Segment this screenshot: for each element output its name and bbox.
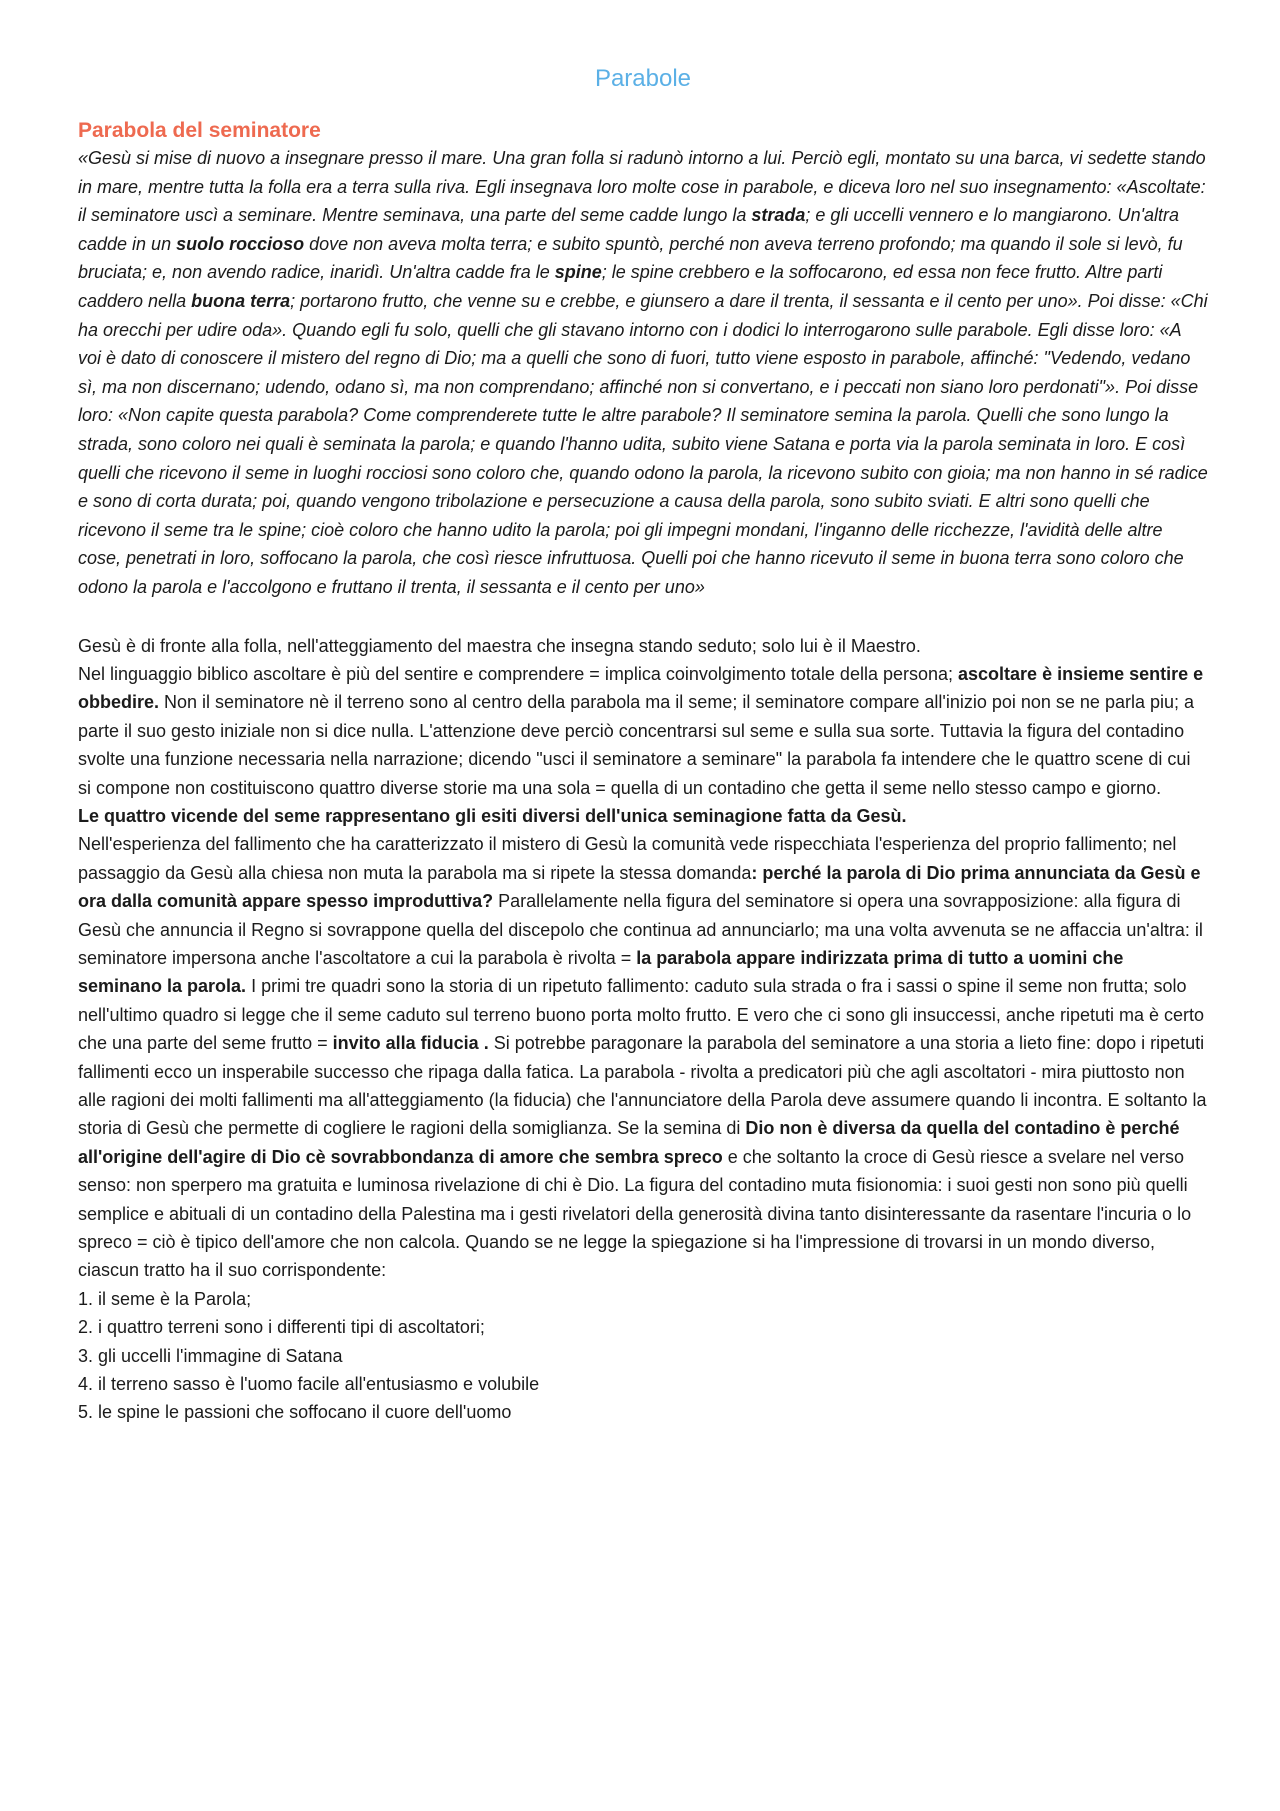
bold-text-run: buona terra (191, 290, 291, 311)
bold-text-run: : perché la parola di Dio prima annunciata da Gesù e ora dalla comunità appare spesso improduttiva? (78, 862, 1201, 912)
text-run: Gesù è di fronte alla folla, nell'atteggiamento del maestra che insegna stando seduto; solo lui è il Maestro. (78, 635, 921, 656)
commentary-paragraph (78, 802, 1208, 830)
text-run: Nel linguaggio biblico ascoltare è più del sentire e comprendere = implica coinvolgimento totale della persona; (78, 663, 959, 684)
list-item: 2. i quattro terreni sono i differenti tipi di ascoltatori; (78, 1317, 485, 1338)
page-title: Parabole (594, 65, 692, 92)
list-item: 3. gli uccelli l'immagine di Satana (78, 1345, 343, 1366)
bold-text-run: suolo roccioso (176, 233, 305, 254)
text-run: dove non aveva molta terra; e subito spuntò, perché non aveva terreno profondo; ma quando il sole si levò, fu bruciata; e, non avendo radice, inaridì. Un'altra cadde fra le (78, 233, 1183, 283)
text-run: Parallelamente nella figura del seminatore si opera una sovrapposizione: alla figura di Gesù che annuncia il Regno si sovrappone quella del discepolo che continua ad annunciarlo; ma una volta avvenuta se ne affaccia un'altra: il seminatore impersona anche l'ascoltatore a cui la parabola è rivolta = (78, 891, 1203, 968)
text-run: e che soltanto la croce di Gesù riesce a svelare nel verso senso: non sperpero ma gratuita e luminosa rivelazione di chi è Dio. La figura del contadino muta fisionomia: i suoi gesti non sono più quelli semplice e abituali di un contadino della Palestina ma i gesti rivelatori della generosità divina tanto disinteressante da rasentare l'incuria o lo spreco = ciò è tipico dell'amore che non calcola. Quando se ne legge la spiegazione si ha l'impressione di trovarsi in un mondo diverso, ciascun tratto ha il suo corrispondente: (78, 1146, 1192, 1281)
list-item: 1. il seme è la Parola; (78, 1288, 252, 1309)
bold-text-run: strada (751, 205, 806, 226)
commentary (78, 632, 1208, 1285)
bold-text-run: spine (554, 262, 602, 283)
commentary-paragraph (78, 660, 1208, 802)
bold-text-run: ascoltare è insieme sentire e obbedire. (78, 663, 1204, 713)
bold-text-run: Le quattro vicende del seme rappresentano gli esiti diversi dell'unica seminagione fatta da Gesù. (78, 805, 907, 826)
section-heading: Parabola del seminatore (78, 119, 321, 142)
bold-text-run: la parabola appare indirizzata prima di tutto a uomini che seminano la parola. (78, 947, 1124, 997)
text-run: «Gesù si mise di nuovo a insegnare presso il mare. Una gran folla si radunò intorno a lui. Perciò egli, montato su una barca, vi sedette stando in mare, mentre tutta la folla era a terra sulla riva. Egli insegnava loro molte cose in parabole, e diceva loro nel suo insegnamento: «Ascoltate: il seminatore uscì a seminare. Mentre seminava, una parte del seme cadde lungo la (78, 148, 1206, 226)
commentary-paragraph (78, 632, 1208, 660)
scripture-quote (78, 144, 1208, 602)
list-item: 4. il terreno sasso è l'uomo facile all'entusiasmo e volubile (78, 1374, 540, 1395)
text-run: Nell'esperienza del fallimento che ha caratterizzato il mistero di Gesù la comunità vede rispecchiata l'esperienza del proprio fallimento; nel passaggio da Gesù alla chiesa non muta la parabola ma si ripete la stessa domanda (78, 834, 1177, 883)
list-item: 5. le spine le passioni che soffocano il cuore dell'uomo (78, 1402, 512, 1423)
bold-text-run: Dio non è diversa da quella del contadino è perché all'origine dell'agire di Dio cè sovrabbondanza di amore che sembra spreco (78, 1118, 1180, 1167)
commentary-paragraph (78, 830, 1208, 1285)
text-run: ; le spine crebbero e la soffocarono, ed essa non fece frutto. Altre parti caddero nella (78, 262, 1163, 311)
text-run: Non il seminatore nè il terreno sono al centro della parabola ma il seme; il seminatore compare all'inizio poi non se ne parla piu; a parte il suo gesto iniziale non si dice nulla. L'attenzione deve perciò concentrarsi sul seme e sulla sua sorte. Tuttavia la figura del contadino svolte una funzione necessaria nella narrazione; dicendo "usci il seminatore a seminare" la parabola fa intendere che le quattro scene di cui si compone non costituiscono quattro diverse storie ma una sola = quella di un contadino che getta il seme nello stesso campo e giorno. (78, 692, 1195, 798)
bold-text-run: invito alla fiducia . (332, 1033, 489, 1054)
text-run: ; portarono frutto, che venne su e crebbe, e giunsero a dare il trenta, il sessanta e il cento per uno». Poi disse: «Chi ha orecchi per udire oda». Quando egli fu solo, quelli che gli stavano intorno con i dodici lo interrogarono sulle parabole. Egli disse loro: «A voi è dato di conoscere il mistero del regno di Dio; ma a quelli che sono di fuori, tutto viene esposto in parabole, affinché: "Vedendo, vedano sì, ma non discernano; udendo, odano sì, ma non comprendano; affinché non si convertano, e i peccati non siano loro perdonati"». Poi disse loro: «Non capite questa parabola? Come comprenderete tutte le altre parabole? Il seminatore semina la parola. Quelli che sono lungo la strada, sono coloro nei quali è seminata la parola; e quando l'hanno udita, subito viene Satana e porta via la parola seminata in loro. E così quelli che ricevono il seme in luoghi rocciosi sono coloro che, quando odono la parola, la ricevono subito con gioia; ma non hanno in sé radice e sono di corta durata; poi, quando vengono tribolazione e persecuzione a causa della parola, sono subito sviati. E altri sono quelli che ricevono il seme tra le spine; cioè coloro che hanno udito la parola; poi gli impegni mondani, l'inganno delle ricchezze, l'avidità delle altre cose, penetrati in loro, soffocano la parola, che così riesce infruttuosa. Quelli poi che hanno ricevuto il seme in buona terra sono coloro che odono la parola e l'accolgono e fruttano il trenta, il sessanta e il cento per uno» (78, 290, 1208, 597)
interpretation-list (78, 1285, 1208, 1427)
text-run: Si potrebbe paragonare la parabola del seminatore a una storia a lieto fine: dopo i ripetuti fallimenti ecco un insperabile successo che ripaga dalla fatica. La parabola - rivolta a predicatori più che agli ascoltatori - mira piuttosto non alle ragioni dei molti fallimenti ma all'atteggiamento (la fiducia) che l'annunciatore della Parola deve assumere quando li incontra. E soltanto la storia di Gesù che permette di cogliere le ragioni della somiglianza. Se la semina di (78, 1033, 1207, 1139)
text-run: I primi tre quadri sono la storia di un ripetuto fallimento: caduto sula strada o fra i sassi o spine il seme non frutta; solo nell'ultimo quadro si legge che il seme caduto sul terreno buono porta molto frutto. E vero che ci sono gli insuccessi, anche ripetuti ma è certo che una parte del seme frutto = (78, 976, 1205, 1054)
text-run: ; e gli uccelli vennero e lo mangiarono. Un'altra cadde in un (78, 205, 1180, 254)
